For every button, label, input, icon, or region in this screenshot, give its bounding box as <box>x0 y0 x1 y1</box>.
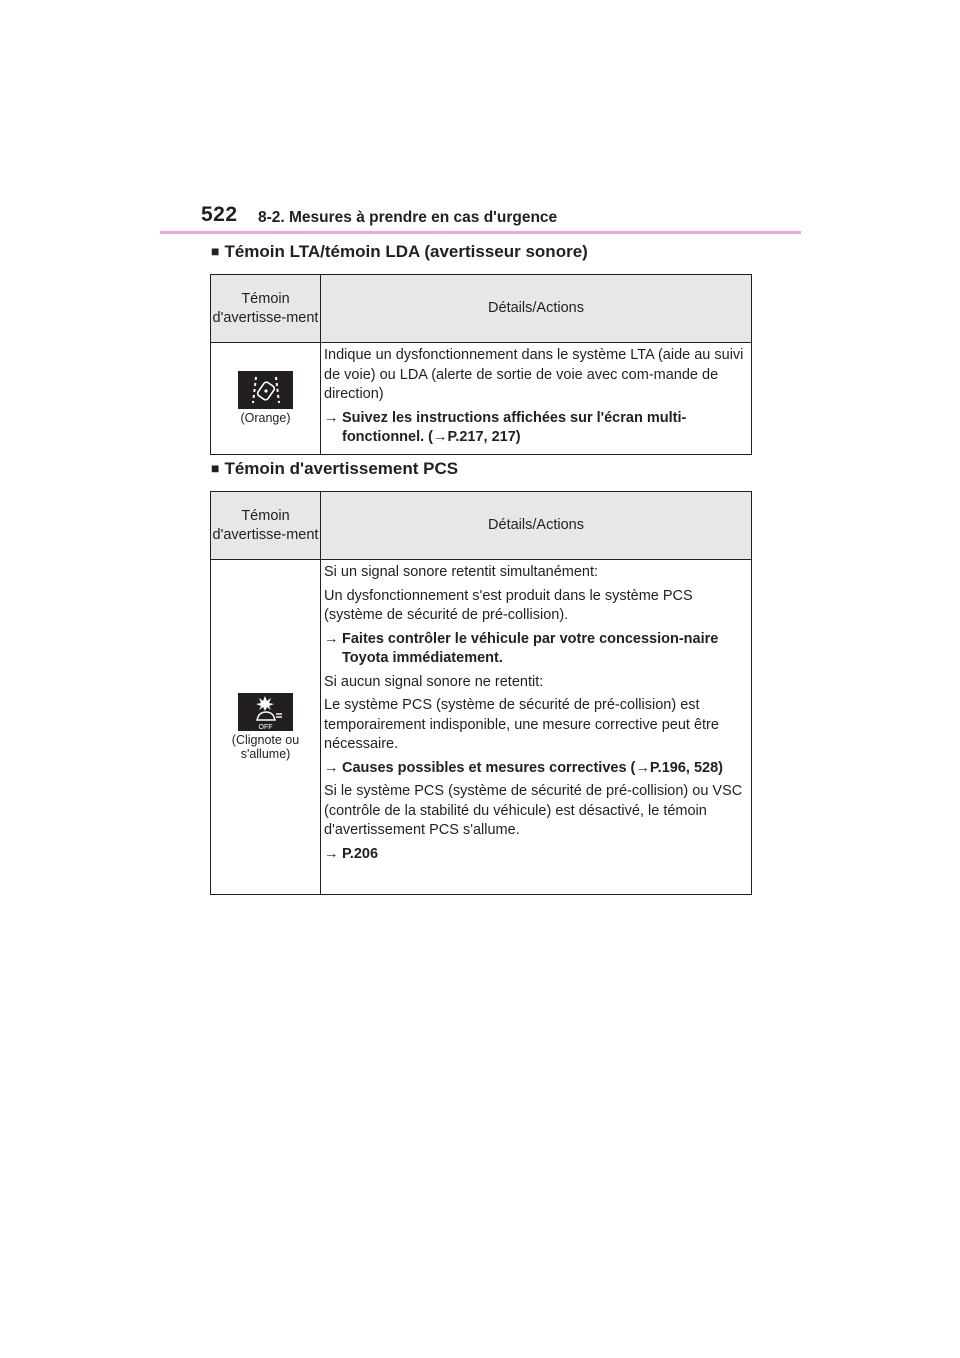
action-text <box>324 845 747 865</box>
pcs-off-icon <box>238 693 293 731</box>
arrow-icon: → <box>324 409 339 426</box>
section-title: Témoin LTA/témoin LDA (avertisseur sonore) <box>224 242 588 261</box>
detail-text: Un dysfonctionnement s'est produit dans le système PCS (système de sécurité de pré-collision). <box>324 587 693 623</box>
detail-text: Si aucun signal sonore ne retentit: <box>324 673 544 690</box>
action-text <box>324 630 747 669</box>
arrow-icon: → <box>324 845 339 862</box>
detail-text: Indique un dysfonctionnement dans le système LTA (aide au suivi de voie) ou LDA (alerte de sortie de voie avec com-mande de direction) <box>324 347 744 402</box>
table-row <box>211 560 752 895</box>
section-heading-pcs <box>211 459 458 479</box>
lta-lda-lane-icon <box>238 371 293 409</box>
section-heading-lta <box>211 242 588 262</box>
page-number: 522 <box>201 203 238 226</box>
icon-caption: (Clignote ou s'allume) <box>231 733 300 761</box>
chapter-title: 8-2. Mesures à prendre en cas d'urgence <box>258 209 558 226</box>
indicator-cell <box>211 343 321 455</box>
action-label: Faites contrôler le véhicule par votre concession-naire Toyota immédiatement. <box>342 630 719 666</box>
lta-warning-table <box>210 274 752 455</box>
action-label: Causes possibles et mesures correctives (→P.196, 528) <box>342 759 723 776</box>
table-row <box>211 343 752 455</box>
table-header-row <box>211 275 752 343</box>
detail-text: Si un signal sonore retentit simultanément: <box>324 564 599 580</box>
column-header-indicator: Témoin d'avertisse-ment <box>211 492 321 560</box>
column-header-details: Détails/Actions <box>321 492 752 560</box>
arrow-icon: → <box>324 759 339 776</box>
arrow-icon: → <box>324 630 339 647</box>
action-text <box>324 759 747 779</box>
section-bullet: ■ <box>211 243 220 259</box>
detail-text: Le système PCS (système de sécurité de pré-collision) est temporairement indisponible, une mesure corrective peut être nécessaire. <box>324 697 719 752</box>
pcs-warning-table <box>210 491 752 895</box>
action-label: P.206 <box>342 845 379 862</box>
icon-caption: (Orange) <box>240 411 291 426</box>
detail-text: Si le système PCS (système de sécurité de pré-collision) ou VSC (contrôle de la stabilité du véhicule) est désactivé, le témoin d'avertissement PCS s'allume. <box>324 783 743 838</box>
details-cell <box>321 560 752 895</box>
action-text <box>324 409 747 448</box>
indicator-cell <box>211 560 321 895</box>
details-cell <box>321 343 752 455</box>
section-title: Témoin d'avertissement PCS <box>224 459 459 478</box>
table-header-row <box>211 492 752 560</box>
section-bullet: ■ <box>211 460 220 476</box>
header-rule <box>160 231 801 234</box>
column-header-indicator: Témoin d'avertisse-ment <box>211 275 321 343</box>
column-header-details: Détails/Actions <box>321 275 752 343</box>
icon-off-label: OFF <box>258 724 273 731</box>
action-label: Suivez les instructions affichées sur l'écran multi-fonctionnel. (→P.217, 217) <box>342 409 687 445</box>
